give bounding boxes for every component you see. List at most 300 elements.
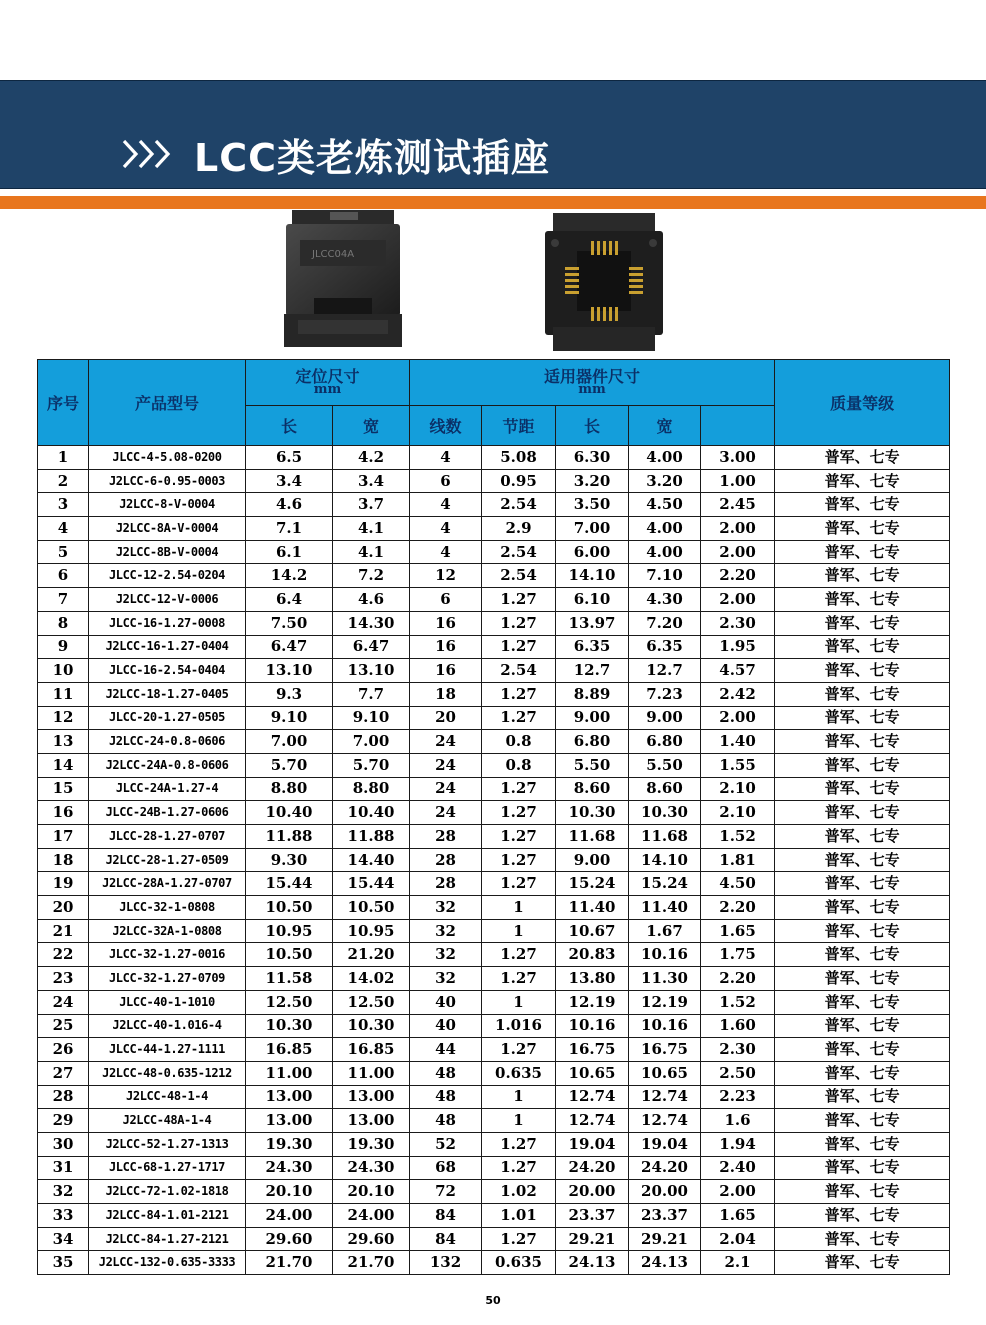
- cell-index: 30: [38, 1132, 89, 1156]
- cell-dev-extra: 2.10: [701, 777, 775, 801]
- cell-pitch: 1.27: [482, 872, 556, 896]
- cell-model: JLCC-32-1.27-0709: [89, 967, 246, 991]
- cell-grade: 普军、七专: [775, 682, 950, 706]
- cell-dev-extra: 2.10: [701, 801, 775, 825]
- cell-dev-length: 15.24: [556, 872, 629, 896]
- cell-dev-length: 3.20: [556, 469, 629, 493]
- cell-pos-width: 16.85: [333, 1038, 410, 1062]
- cell-pitch: 2.54: [482, 493, 556, 517]
- cell-pos-length: 9.30: [246, 848, 333, 872]
- cell-index: 23: [38, 967, 89, 991]
- cell-grade: 普军、七专: [775, 967, 950, 991]
- cell-pos-width: 4.6: [333, 588, 410, 612]
- cell-pitch: 1: [482, 990, 556, 1014]
- cell-lines: 48: [410, 1061, 482, 1085]
- cell-pos-length: 10.95: [246, 919, 333, 943]
- table-row: [38, 1227, 950, 1251]
- cell-index: 24: [38, 990, 89, 1014]
- cell-dev-extra: 2.00: [701, 1180, 775, 1204]
- table-row: [38, 1109, 950, 1133]
- cell-dev-width: 10.16: [629, 943, 701, 967]
- cell-dev-width: 3.20: [629, 469, 701, 493]
- cell-model: J2LCC-24-0.8-0606: [89, 730, 246, 754]
- cell-grade: 普军、七专: [775, 564, 950, 588]
- cell-pitch: 1.27: [482, 635, 556, 659]
- cell-dev-extra: 2.00: [701, 588, 775, 612]
- cell-pitch: 2.9: [482, 517, 556, 541]
- cell-lines: 24: [410, 753, 482, 777]
- cell-lines: 18: [410, 682, 482, 706]
- cell-lines: 28: [410, 872, 482, 896]
- cell-lines: 16: [410, 635, 482, 659]
- cell-dev-length: 16.75: [556, 1038, 629, 1062]
- socket-photo-open: [543, 213, 665, 351]
- cell-model: JLCC-16-2.54-0404: [89, 659, 246, 683]
- cell-lines: 32: [410, 896, 482, 920]
- cell-lines: 4: [410, 446, 482, 470]
- table-row: [38, 825, 950, 849]
- table-row: [38, 1014, 950, 1038]
- table-row: [38, 493, 950, 517]
- cell-dev-extra: 1.95: [701, 635, 775, 659]
- cell-dev-width: 15.24: [629, 872, 701, 896]
- cell-pitch: 1.27: [482, 777, 556, 801]
- cell-grade: 普军、七专: [775, 517, 950, 541]
- cell-index: 35: [38, 1251, 89, 1275]
- cell-grade: 普军、七专: [775, 635, 950, 659]
- cell-pos-length: 19.30: [246, 1132, 333, 1156]
- table-row: [38, 588, 950, 612]
- cell-dev-length: 23.37: [556, 1204, 629, 1228]
- cell-model: J2LCC-28A-1.27-0707: [89, 872, 246, 896]
- cell-dev-width: 23.37: [629, 1204, 701, 1228]
- cell-lines: 24: [410, 777, 482, 801]
- cell-pos-width: 3.4: [333, 469, 410, 493]
- cell-pos-width: 29.60: [333, 1227, 410, 1251]
- cell-grade: 普军、七专: [775, 1227, 950, 1251]
- cell-grade: 普军、七专: [775, 446, 950, 470]
- cell-grade: 普军、七专: [775, 588, 950, 612]
- cell-pos-width: 21.20: [333, 943, 410, 967]
- cell-model: JLCC-16-1.27-0008: [89, 611, 246, 635]
- table-row: [38, 540, 950, 564]
- cell-index: 21: [38, 919, 89, 943]
- cell-pos-length: 8.80: [246, 777, 333, 801]
- cell-dev-length: 10.67: [556, 919, 629, 943]
- header-device-size-label: 适用器件尺寸: [544, 367, 641, 386]
- cell-dev-extra: 2.50: [701, 1061, 775, 1085]
- table-row: [38, 1156, 950, 1180]
- cell-grade: 普军、七专: [775, 872, 950, 896]
- cell-dev-length: 20.83: [556, 943, 629, 967]
- cell-dev-extra: 2.04: [701, 1227, 775, 1251]
- cell-grade: 普军、七专: [775, 848, 950, 872]
- cell-dev-width: 19.04: [629, 1132, 701, 1156]
- cell-grade: 普军、七专: [775, 1156, 950, 1180]
- cell-grade: 普军、七专: [775, 801, 950, 825]
- cell-model: J2LCC-8-V-0004: [89, 493, 246, 517]
- cell-dev-length: 12.19: [556, 990, 629, 1014]
- cell-index: 22: [38, 943, 89, 967]
- cell-pos-width: 11.00: [333, 1061, 410, 1085]
- cell-pos-width: 4.1: [333, 540, 410, 564]
- cell-pos-width: 14.40: [333, 848, 410, 872]
- cell-grade: 普军、七专: [775, 919, 950, 943]
- cell-dev-extra: 1.6: [701, 1109, 775, 1133]
- cell-dev-width: 4.00: [629, 540, 701, 564]
- cell-model: J2LCC-18-1.27-0405: [89, 682, 246, 706]
- cell-dev-extra: 2.40: [701, 1156, 775, 1180]
- cell-pitch: 0.635: [482, 1061, 556, 1085]
- cell-grade: 普军、七专: [775, 1109, 950, 1133]
- cell-pitch: 1.27: [482, 1038, 556, 1062]
- socket-spec-table: [37, 359, 950, 1275]
- cell-pos-width: 10.95: [333, 919, 410, 943]
- cell-dev-length: 5.50: [556, 753, 629, 777]
- cell-dev-width: 7.20: [629, 611, 701, 635]
- cell-lines: 44: [410, 1038, 482, 1062]
- cell-grade: 普军、七专: [775, 896, 950, 920]
- cell-model: JLCC-32-1-0808: [89, 896, 246, 920]
- cell-pos-width: 13.10: [333, 659, 410, 683]
- cell-lines: 32: [410, 943, 482, 967]
- cell-dev-extra: 2.1: [701, 1251, 775, 1275]
- cell-model: J2LCC-8A-V-0004: [89, 517, 246, 541]
- cell-dev-extra: 1.60: [701, 1014, 775, 1038]
- cell-model: JLCC-24B-1.27-0606: [89, 801, 246, 825]
- cell-pitch: 1.27: [482, 848, 556, 872]
- cell-pos-length: 29.60: [246, 1227, 333, 1251]
- cell-dev-length: 19.04: [556, 1132, 629, 1156]
- cell-grade: 普军、七专: [775, 777, 950, 801]
- cell-dev-width: 4.00: [629, 446, 701, 470]
- cell-dev-extra: 2.00: [701, 517, 775, 541]
- cell-index: 7: [38, 588, 89, 612]
- cell-grade: 普军、七专: [775, 990, 950, 1014]
- cell-pos-length: 21.70: [246, 1251, 333, 1275]
- cell-lines: 48: [410, 1085, 482, 1109]
- cell-dev-width: 14.10: [629, 848, 701, 872]
- cell-index: 9: [38, 635, 89, 659]
- cell-model: J2LCC-48-0.635-1212: [89, 1061, 246, 1085]
- cell-pitch: 1.27: [482, 682, 556, 706]
- cell-pos-length: 3.4: [246, 469, 333, 493]
- cell-index: 14: [38, 753, 89, 777]
- cell-dev-width: 6.80: [629, 730, 701, 754]
- cell-dev-width: 29.21: [629, 1227, 701, 1251]
- cell-index: 11: [38, 682, 89, 706]
- cell-model: J2LCC-84-1.01-2121: [89, 1204, 246, 1228]
- cell-lines: 6: [410, 588, 482, 612]
- cell-pitch: 1.27: [482, 801, 556, 825]
- header-dev-length: 长: [556, 406, 629, 446]
- cell-index: 19: [38, 872, 89, 896]
- cell-grade: 普军、七专: [775, 1251, 950, 1275]
- cell-dev-extra: 2.20: [701, 564, 775, 588]
- cell-dev-width: 11.40: [629, 896, 701, 920]
- cell-grade: 普军、七专: [775, 1204, 950, 1228]
- table-row: [38, 967, 950, 991]
- cell-pitch: 0.8: [482, 730, 556, 754]
- cell-index: 3: [38, 493, 89, 517]
- cell-dev-width: 10.65: [629, 1061, 701, 1085]
- cell-index: 4: [38, 517, 89, 541]
- cell-pitch: 1.27: [482, 706, 556, 730]
- table-row: [38, 446, 950, 470]
- cell-dev-length: 20.00: [556, 1180, 629, 1204]
- cell-pitch: 1.27: [482, 1156, 556, 1180]
- cell-pos-length: 4.6: [246, 493, 333, 517]
- cell-index: 18: [38, 848, 89, 872]
- cell-dev-extra: 1.75: [701, 943, 775, 967]
- cell-pos-length: 10.50: [246, 896, 333, 920]
- cell-pos-width: 3.7: [333, 493, 410, 517]
- cell-pos-width: 10.40: [333, 801, 410, 825]
- table-row: [38, 990, 950, 1014]
- cell-pos-length: 20.10: [246, 1180, 333, 1204]
- cell-pos-length: 15.44: [246, 872, 333, 896]
- cell-index: 1: [38, 446, 89, 470]
- cell-grade: 普军、七专: [775, 540, 950, 564]
- cell-model: JLCC-12-2.54-0204: [89, 564, 246, 588]
- cell-index: 26: [38, 1038, 89, 1062]
- cell-pos-length: 6.47: [246, 635, 333, 659]
- cell-dev-length: 8.60: [556, 777, 629, 801]
- cell-dev-extra: 2.45: [701, 493, 775, 517]
- cell-pos-length: 7.00: [246, 730, 333, 754]
- cell-lines: 72: [410, 1180, 482, 1204]
- cell-index: 32: [38, 1180, 89, 1204]
- cell-dev-extra: 4.57: [701, 659, 775, 683]
- header-dev-extra: [701, 406, 775, 446]
- header-model: 产品型号: [89, 360, 246, 446]
- table-row: [38, 635, 950, 659]
- socket-marking: JLCC04A: [312, 249, 355, 260]
- cell-pitch: 1.016: [482, 1014, 556, 1038]
- cell-dev-width: 4.30: [629, 588, 701, 612]
- cell-grade: 普军、七专: [775, 753, 950, 777]
- cell-dev-length: 6.10: [556, 588, 629, 612]
- cell-dev-width: 8.60: [629, 777, 701, 801]
- cell-model: J2LCC-84-1.27-2121: [89, 1227, 246, 1251]
- cell-dev-width: 5.50: [629, 753, 701, 777]
- cell-index: 27: [38, 1061, 89, 1085]
- cell-pitch: 1.27: [482, 588, 556, 612]
- cell-pos-width: 19.30: [333, 1132, 410, 1156]
- cell-pos-width: 4.1: [333, 517, 410, 541]
- cell-pos-length: 14.2: [246, 564, 333, 588]
- cell-lines: 40: [410, 1014, 482, 1038]
- cell-model: J2LCC-12-V-0006: [89, 588, 246, 612]
- cell-pitch: 0.635: [482, 1251, 556, 1275]
- cell-grade: 普军、七专: [775, 825, 950, 849]
- cell-pos-width: 15.44: [333, 872, 410, 896]
- cell-model: J2LCC-28-1.27-0509: [89, 848, 246, 872]
- cell-pos-length: 11.58: [246, 967, 333, 991]
- cell-pitch: 1.01: [482, 1204, 556, 1228]
- cell-index: 25: [38, 1014, 89, 1038]
- cell-pos-width: 10.30: [333, 1014, 410, 1038]
- cell-dev-extra: 1.55: [701, 753, 775, 777]
- cell-pos-length: 11.88: [246, 825, 333, 849]
- cell-dev-length: 10.65: [556, 1061, 629, 1085]
- cell-lines: 132: [410, 1251, 482, 1275]
- cell-pitch: 0.8: [482, 753, 556, 777]
- cell-model: J2LCC-32A-1-0808: [89, 919, 246, 943]
- cell-index: 5: [38, 540, 89, 564]
- cell-index: 13: [38, 730, 89, 754]
- cell-lines: 4: [410, 517, 482, 541]
- cell-grade: 普军、七专: [775, 730, 950, 754]
- cell-pos-length: 9.3: [246, 682, 333, 706]
- cell-model: JLCC-4-5.08-0200: [89, 446, 246, 470]
- cell-pos-width: 4.2: [333, 446, 410, 470]
- cell-lines: 24: [410, 730, 482, 754]
- cell-grade: 普军、七专: [775, 1061, 950, 1085]
- table-row: [38, 919, 950, 943]
- cell-dev-length: 10.16: [556, 1014, 629, 1038]
- cell-lines: 24: [410, 801, 482, 825]
- cell-dev-length: 9.00: [556, 706, 629, 730]
- cell-lines: 4: [410, 540, 482, 564]
- page-title: [122, 132, 550, 180]
- cell-pos-width: 11.88: [333, 825, 410, 849]
- cell-pitch: 1.27: [482, 825, 556, 849]
- cell-pos-length: 12.50: [246, 990, 333, 1014]
- socket-photo-closed: [284, 210, 402, 347]
- cell-lines: 48: [410, 1109, 482, 1133]
- cell-dev-width: 12.7: [629, 659, 701, 683]
- cell-index: 12: [38, 706, 89, 730]
- cell-dev-width: 10.16: [629, 1014, 701, 1038]
- table-row: [38, 564, 950, 588]
- cell-dev-length: 7.00: [556, 517, 629, 541]
- cell-pitch: 1.27: [482, 967, 556, 991]
- cell-pos-length: 24.30: [246, 1156, 333, 1180]
- cell-pos-width: 7.2: [333, 564, 410, 588]
- cell-pos-length: 9.10: [246, 706, 333, 730]
- cell-pos-length: 10.50: [246, 943, 333, 967]
- cell-dev-width: 12.74: [629, 1109, 701, 1133]
- table-row: [38, 943, 950, 967]
- table-row: [38, 611, 950, 635]
- cell-pos-width: 6.47: [333, 635, 410, 659]
- cell-pitch: 1.27: [482, 1132, 556, 1156]
- cell-model: JLCC-40-1-1010: [89, 990, 246, 1014]
- cell-dev-extra: 1.52: [701, 825, 775, 849]
- cell-index: 15: [38, 777, 89, 801]
- cell-grade: 普军、七专: [775, 611, 950, 635]
- cell-dev-width: 10.30: [629, 801, 701, 825]
- cell-model: JLCC-20-1.27-0505: [89, 706, 246, 730]
- cell-dev-length: 12.74: [556, 1085, 629, 1109]
- table-row: [38, 469, 950, 493]
- cell-pos-length: 6.5: [246, 446, 333, 470]
- table-row: [38, 730, 950, 754]
- cell-lines: 20: [410, 706, 482, 730]
- cell-pos-length: 7.50: [246, 611, 333, 635]
- cell-grade: 普军、七专: [775, 1132, 950, 1156]
- cell-dev-extra: 2.23: [701, 1085, 775, 1109]
- cell-dev-width: 1.67: [629, 919, 701, 943]
- cell-grade: 普军、七专: [775, 1180, 950, 1204]
- cell-lines: 84: [410, 1227, 482, 1251]
- cell-pitch: 1: [482, 1109, 556, 1133]
- cell-pos-length: 6.1: [246, 540, 333, 564]
- header-pos-width: 宽: [333, 406, 410, 446]
- cell-dev-width: 24.20: [629, 1156, 701, 1180]
- cell-dev-length: 9.00: [556, 848, 629, 872]
- cell-model: J2LCC-72-1.02-1818: [89, 1180, 246, 1204]
- accent-bar: [0, 196, 986, 209]
- table-row: [38, 1180, 950, 1204]
- table-row: [38, 1061, 950, 1085]
- cell-pos-length: 5.70: [246, 753, 333, 777]
- table-row: [38, 848, 950, 872]
- cell-model: JLCC-24A-1.27-4: [89, 777, 246, 801]
- cell-grade: 普军、七专: [775, 469, 950, 493]
- cell-pos-length: 13.00: [246, 1109, 333, 1133]
- table-row: [38, 1085, 950, 1109]
- cell-model: JLCC-28-1.27-0707: [89, 825, 246, 849]
- cell-model: J2LCC-8B-V-0004: [89, 540, 246, 564]
- cell-lines: 32: [410, 919, 482, 943]
- cell-dev-length: 13.97: [556, 611, 629, 635]
- cell-dev-width: 20.00: [629, 1180, 701, 1204]
- cell-dev-extra: 1.65: [701, 919, 775, 943]
- cell-dev-length: 6.80: [556, 730, 629, 754]
- cell-pos-width: 8.80: [333, 777, 410, 801]
- cell-pos-width: 9.10: [333, 706, 410, 730]
- table-row: [38, 896, 950, 920]
- cell-index: 34: [38, 1227, 89, 1251]
- cell-dev-extra: 2.30: [701, 1038, 775, 1062]
- cell-grade: 普军、七专: [775, 1038, 950, 1062]
- cell-dev-length: 24.20: [556, 1156, 629, 1180]
- cell-pitch: 2.54: [482, 659, 556, 683]
- cell-pos-width: 5.70: [333, 753, 410, 777]
- table-row: [38, 801, 950, 825]
- table-body: [38, 446, 950, 1275]
- cell-pos-width: 10.50: [333, 896, 410, 920]
- header-position-unit: mm: [313, 382, 342, 397]
- cell-dev-extra: 1.52: [701, 990, 775, 1014]
- cell-dev-length: 24.13: [556, 1251, 629, 1275]
- cell-pitch: 1: [482, 896, 556, 920]
- cell-index: 33: [38, 1204, 89, 1228]
- cell-lines: 4: [410, 493, 482, 517]
- cell-dev-extra: 2.20: [701, 967, 775, 991]
- cell-index: 28: [38, 1085, 89, 1109]
- cell-dev-length: 14.10: [556, 564, 629, 588]
- cell-dev-length: 11.68: [556, 825, 629, 849]
- cell-dev-width: 12.19: [629, 990, 701, 1014]
- triple-chevron-icon: [122, 137, 172, 171]
- table-row: [38, 872, 950, 896]
- cell-dev-extra: 1.65: [701, 1204, 775, 1228]
- cell-lines: 32: [410, 967, 482, 991]
- cell-dev-extra: 2.30: [701, 611, 775, 635]
- cell-dev-extra: 3.00: [701, 446, 775, 470]
- cell-grade: 普军、七专: [775, 1014, 950, 1038]
- cell-pos-width: 14.30: [333, 611, 410, 635]
- cell-index: 2: [38, 469, 89, 493]
- cell-model: J2LCC-40-1.016-4: [89, 1014, 246, 1038]
- cell-pitch: 1.27: [482, 611, 556, 635]
- cell-pitch: 2.54: [482, 540, 556, 564]
- cell-index: 6: [38, 564, 89, 588]
- cell-grade: 普军、七专: [775, 493, 950, 517]
